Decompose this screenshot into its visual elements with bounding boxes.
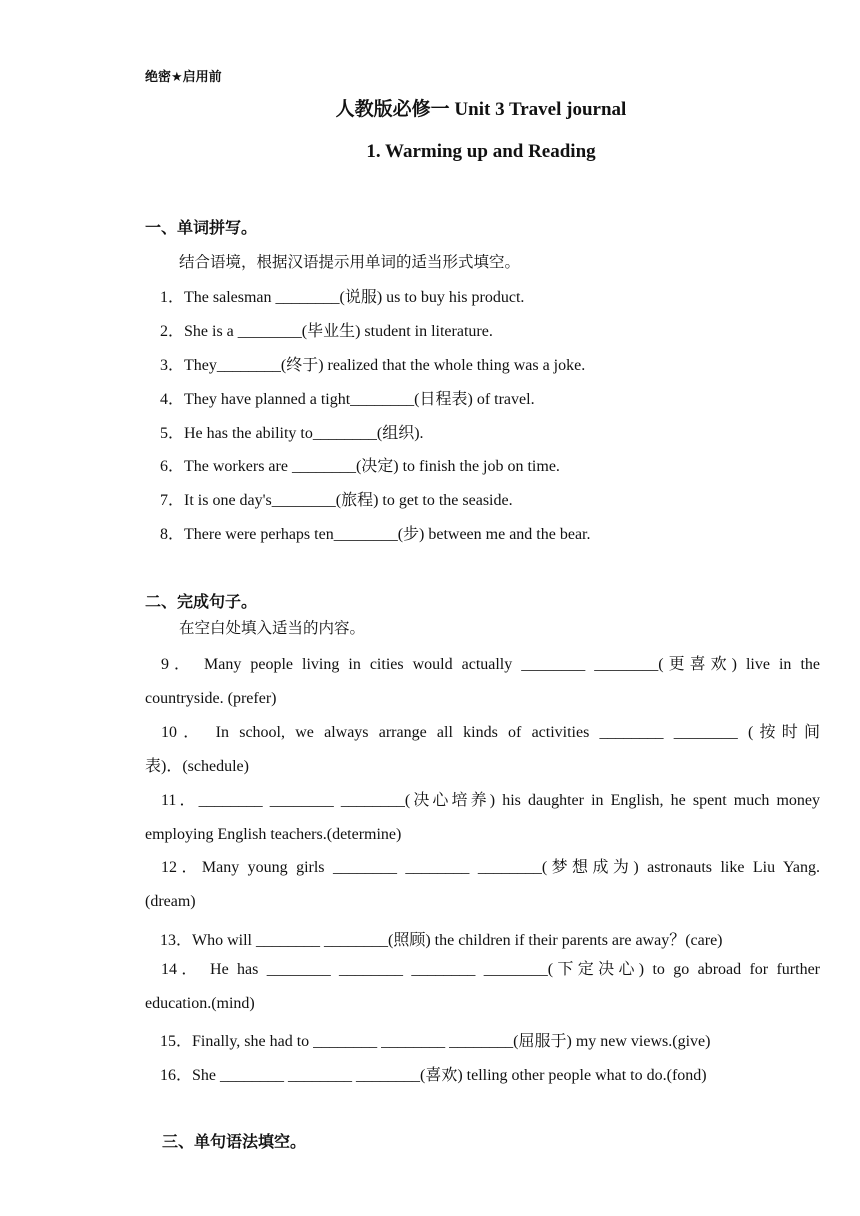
question-10: 10． In school, we always arrange all kinds of activities ________ ________ (按时间 表)．(schedule)	[145, 724, 820, 775]
secret-label: 绝密★启用前	[145, 70, 222, 85]
question-16: 16．She ________ ________ ________(喜欢) telling other people what to do.(fond)	[160, 1067, 707, 1084]
document-subtitle: 1. Warming up and Reading	[366, 141, 596, 162]
question-8: 8．There were perhaps ten________(步) between me and the bear.	[160, 526, 591, 543]
question-13: 13．Who will ________ ________(照顾) the children if their parents are away？(care)	[160, 932, 723, 949]
question-11: 11．________ ________ ________(决心培养) his daughter in English, he spent much money employing English teachers.(determine)	[145, 792, 820, 843]
question-2: 2．She is a ________(毕业生) student in literature.	[160, 323, 493, 340]
question-4: 4．They have planned a tight________(日程表) of travel.	[160, 391, 535, 408]
section-3-heading: 三、单句语法填空。	[162, 1132, 307, 1151]
question-15: 15．Finally, she had to ________ ________ ________(屈服于) my new views.(give)	[160, 1033, 711, 1050]
section-2-heading: 二、完成句子。	[145, 592, 258, 611]
question-6: 6．The workers are ________(决定) to finish the job on time.	[160, 458, 560, 475]
question-7: 7．It is one day's________(旅程) to get to the seaside.	[160, 492, 513, 509]
question-5: 5．He has the ability to________(组织).	[160, 425, 424, 442]
document-title: 人教版必修一 Unit 3 Travel journal	[335, 99, 627, 120]
section-1-instruction: 结合语境，根据汉语提示用单词的适当形式填空。	[179, 253, 521, 271]
question-3: 3．They________(终于) realized that the whole thing was a joke.	[160, 357, 586, 374]
question-14: 14． He has ________ ________ ________ ________(下定决心) to go abroad for further education.(mind)	[145, 961, 820, 1012]
question-12: 12．Many young girls ________ ________ ________(梦想成为) astronauts like Liu Yang. (dream)	[145, 859, 820, 910]
question-1: 1．The salesman ________(说服) us to buy his product.	[160, 289, 525, 306]
question-9: 9． Many people living in cities would actually ________ ________(更喜欢) live in the countryside. (prefer)	[145, 656, 820, 707]
section-2-instruction: 在空白处填入适当的内容。	[179, 619, 366, 637]
section-1-heading: 一、单词拼写。	[145, 218, 258, 237]
